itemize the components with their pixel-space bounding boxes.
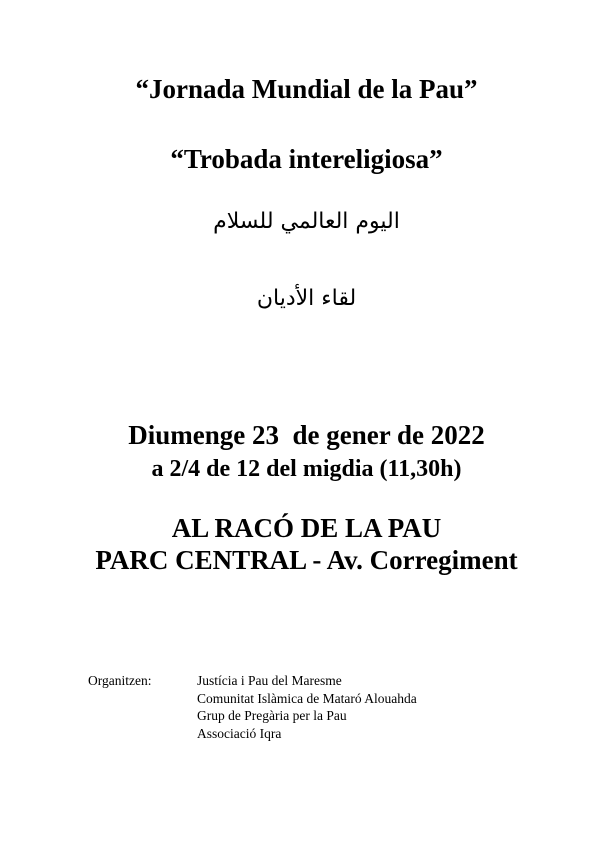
event-address: PARC CENTRAL - Av. Corregiment	[95, 545, 518, 575]
organizers-list	[197, 672, 417, 742]
event-title-arabic: اليوم العالمي للسلام	[213, 209, 400, 234]
organizer-item: Comunitat Islàmica de Mataró Alouahda	[197, 690, 417, 706]
organizer-item: Grup de Pregària per la Pau	[197, 708, 347, 723]
event-place: AL RACÓ DE LA PAU	[171, 513, 442, 543]
event-date: Diumenge 23 de gener de 2022	[128, 420, 485, 450]
event-subtitle: “Trobada intereligiosa”	[170, 144, 443, 174]
organizer-item: Justícia i Pau del Maresme	[197, 673, 342, 688]
event-subtitle-arabic: لقاء الأديان	[256, 286, 357, 311]
event-time: a 2/4 de 12 del migdia (11,30h)	[151, 456, 462, 482]
organizers-label: Organitzen:	[88, 673, 152, 688]
event-title: “Jornada Mundial de la Pau”	[135, 74, 478, 104]
organizer-item: Associació Iqra	[197, 725, 282, 741]
